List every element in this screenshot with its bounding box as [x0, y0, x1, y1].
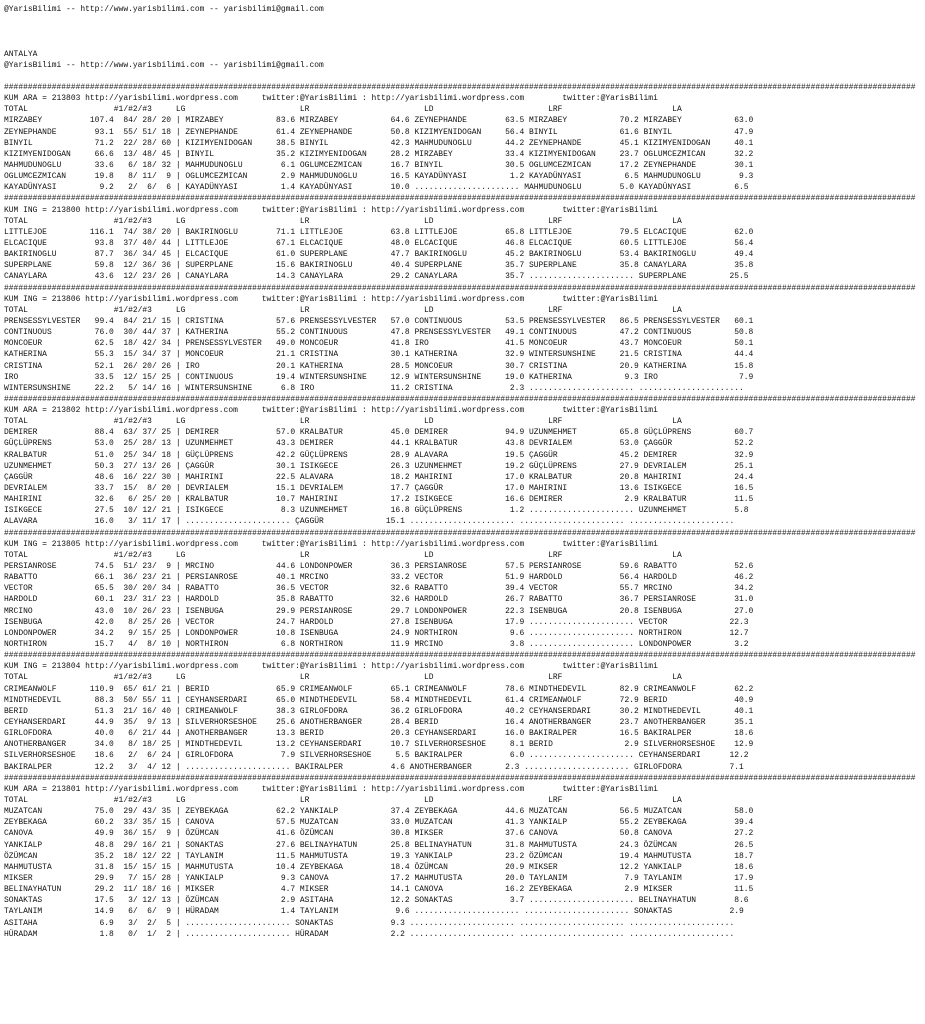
- race-header-line: KUM ING = 213805 http://yarisbilimi.wordpress.com twitter:@YarisBilimi : http://yarisbilimi.wordpress.com twitter:@YarisBilimi: [4, 539, 658, 549]
- race-header-line: KUM ING = 213806 http://yarisbilimi.wordpress.com twitter:@YarisBilimi : http://yarisbilimi.wordpress.com twitter:@YarisBilimi: [4, 294, 658, 304]
- horse-row: MRCINO 43.0 10/ 26/ 23 | ISENBUGA 29.9 PERSIANROSE 29.7 LONDONPOWER 22.3 ISENBUGA 20.8 ISENBUGA 27.0: [4, 606, 754, 616]
- horse-row: CEYHANSERDARI 44.9 35/ 9/ 13 | SILVERHORSESHOE 25.6 ANOTHERBANGER 28.4 BERID 16.4 ANOTHERBANGER 23.7 ANOTHERBANGER 35.1: [4, 718, 754, 727]
- horse-row: MINDTHEDEVIL 88.3 50/ 55/ 11 | CEYHANSERDARI 65.0 MINDTHEDEVIL 58.4 MINDTHEDEVIL 61.4 CRIMEANWOLF 72.9 BERID 40.9: [4, 695, 754, 705]
- separator-line: ###############################################################################################################################################################################################: [4, 82, 916, 92]
- horse-row: PRENSESSYLVESTER 99.4 84/ 21/ 15 | CRISTINA 57.6 PRENSESSYLVESTER 57.0 CONTINUOUS 53.5 PRENSESSYLVESTER 86.5 PRENSESSYLVESTER 60.1: [4, 316, 754, 326]
- column-header-line: TOTAL #1/#2/#3 LG LR LD LRF LA: [4, 216, 682, 226]
- race-header-line: KUM ING = 213804 http://yarisbilimi.wordpress.com twitter:@YarisBilimi : http://yarisbilimi.wordpress.com twitter:@YarisBilimi: [4, 662, 658, 672]
- separator-line: ###############################################################################################################################################################################################: [4, 773, 916, 783]
- horse-row: PERSIANROSE 74.5 51/ 23/ 9 | MRCINO 44.6 LONDONPOWER 36.3 PERSIANROSE 57.5 PERSIANROSE 59.6 RABATTO 52.6: [4, 562, 754, 572]
- horse-row: DEVRIALEM 33.7 15/ 8/ 20 | DEVRIALEM 15.1 DEVRIALEM 17.7 ÇAGGÜR 17.0 MAHIRINI 13.6 ISIKGECE 16.5: [4, 484, 754, 494]
- horse-row: UZUNMEHMET 50.3 27/ 13/ 26 | ÇAGGÜR 30.1 ISIKGECE 26.3 UZUNMEHMET 19.2 GÜÇLÜPRENS 27.9 DEVRIALEM 25.1: [4, 461, 754, 471]
- track-name: ANTALYA: [4, 49, 38, 59]
- blank-line: [4, 15, 925, 26]
- horse-row: BELINAYHATUN 29.2 11/ 18/ 16 | MIKSER 4.7 MIKSER 14.1 CANOVA 16.2 ZEYBEKAGA 2.9 MIKSER 11.5: [4, 885, 754, 895]
- horse-row: BAKIRALPER 12.2 3/ 4/ 12 | ...................... BAKIRALPER 4.6 ANOTHERBANGER 2.3 ...................... GIRLOFDORA 7.1: [4, 762, 744, 772]
- horse-row: TAYLANIM 14.9 6/ 6/ 9 | HÜRADAM 1.4 TAYLANIM 9.6 ...................... ...................... SONAKTAS 2.9: [4, 907, 744, 917]
- site-credit-line: @YarisBilimi -- http://www.yarisbilimi.com -- yarisbilimi@gmail.com: [4, 5, 324, 14]
- race-header-line: KUM ING = 213800 http://yarisbilimi.wordpress.com twitter:@YarisBilimi : http://yarisbilimi.wordpress.com twitter:@YarisBilimi: [4, 205, 658, 215]
- column-header-line: TOTAL #1/#2/#3 LG LR LD LRF LA: [4, 305, 682, 315]
- horse-row: VECTOR 65.5 30/ 20/ 34 | RABATTO 36.5 VECTOR 32.6 RABATTO 39.4 VECTOR 55.7 MRCINO 34.2: [4, 584, 754, 594]
- blank-line: [4, 37, 925, 48]
- separator-line: ###############################################################################################################################################################################################: [4, 283, 916, 293]
- blank-line: [4, 71, 925, 82]
- horse-row: OGLUMCEZMICAN 19.8 8/ 11/ 9 | OGLUMCEZMICAN 2.9 MAHMUDUNOGLU 16.5 KAYADÜNYASI 1.2 KAYADÜNYASI 6.5 MAHMUDUNOGLU 9.3: [4, 172, 754, 182]
- horse-row: ISIKGECE 27.5 10/ 12/ 21 | ISIKGECE 8.3 UZUNMEHMET 16.8 GÜÇLÜPRENS 1.2 ...................... UZUNMEHMET 5.8: [4, 506, 749, 516]
- race-header-line: KUM ARA = 213803 http://yarisbilimi.wordpress.com twitter:@YarisBilimi : http://yarisbilimi.wordpress.com twitter:@YarisBilimi: [4, 94, 658, 104]
- horse-row: HARDOLD 60.1 23/ 31/ 23 | HARDOLD 35.8 RABATTO 32.6 HARDOLD 26.7 RABATTO 36.7 PERSIANROSE 31.0: [4, 595, 754, 605]
- horse-row: ÇAGGÜR 48.6 16/ 22/ 30 | MAHIRINI 22.5 ALAVARA 18.2 MAHIRINI 17.0 KRALBATUR 20.8 MAHIRINI 24.4: [4, 472, 754, 482]
- horse-row: MUZATCAN 75.0 29/ 43/ 35 | ZEYBEKAGA 62.2 YANKIALP 37.4 ZEYBEKAGA 44.6 MUZATCAN 56.5 MUZATCAN 58.0: [4, 807, 754, 817]
- horse-row: DEMIRER 88.4 63/ 37/ 25 | DEMIRER 57.0 KRALBATUR 45.0 DEMIRER 94.9 UZUNMEHMET 65.8 GÜÇLÜPRENS 60.7: [4, 428, 754, 438]
- horse-row: MONCOEUR 62.5 18/ 42/ 34 | PRENSESSYLVESTER 49.0 MONCOEUR 41.8 IRO 41.5 MONCOEUR 43.7 MONCOEUR 50.1: [4, 339, 754, 349]
- horse-row: BERID 51.3 21/ 16/ 40 | CRIMEANWOLF 38.3 GIRLOFDORA 36.2 GIRLOFDORA 40.2 CEYHANSERDARI 30.2 MINDTHEDEVIL 40.1: [4, 706, 754, 716]
- horse-row: ZEYBEKAGA 60.2 33/ 35/ 15 | CANOVA 57.5 MUZATCAN 33.0 MUZATCAN 41.3 YANKIALP 55.2 ZEYBEKAGA 39.4: [4, 818, 754, 828]
- horse-row: BINYIL 71.2 22/ 28/ 60 | KIZIMYENIDOGAN 38.5 BINYIL 42.3 MAHMUDUNOGLU 44.2 ZEYNEPHANDE 45.1 KIZIMYENIDOGAN 40.1: [4, 138, 754, 148]
- separator-line: ###############################################################################################################################################################################################: [4, 394, 916, 404]
- horse-row: ANOTHERBANGER 34.0 8/ 18/ 25 | MINDTHEDEVIL 13.2 CEYHANSERDARI 10.7 SILVERHORSESHOE 8.1 BERID 2.9 SILVERHORSESHOE 12.9: [4, 740, 754, 750]
- separator-line: ###############################################################################################################################################################################################: [4, 194, 916, 204]
- horse-row: KRALBATUR 51.0 25/ 34/ 18 | GÜÇLÜPRENS 42.2 GÜÇLÜPRENS 28.9 ALAVARA 19.5 ÇAGGÜR 45.2 DEMIRER 32.9: [4, 450, 754, 460]
- horse-row: CRISTINA 52.1 26/ 20/ 26 | IRO 20.1 KATHERINA 28.5 MONCOEUR 30.7 CRISTINA 20.9 KATHERINA 15.8: [4, 361, 754, 371]
- race-header-line: KUM ARA = 213801 http://yarisbilimi.wordpress.com twitter:@YarisBilimi : http://yarisbilimi.wordpress.com twitter:@YarisBilimi: [4, 784, 658, 794]
- horse-row: SILVERHORSESHOE 18.6 2/ 6/ 24 | GIRLOFDORA 7.9 SILVERHORSESHOE 5.5 BAKIRALPER 6.0 ...................... CEYHANSERDARI 12.2: [4, 751, 749, 761]
- horse-row: CRIMEANWOLF 110.9 65/ 61/ 21 | BERID 65.9 CRIMEANWOLF 65.1 CRIMEANWOLF 78.6 MINDTHEDEVIL 82.9 CRIMEANWOLF 62.2: [4, 684, 754, 694]
- horse-row: GIRLOFDORA 40.0 6/ 21/ 44 | ANOTHERBANGER 13.3 BERID 20.3 CEYHANSERDARI 16.0 BAKIRALPER 16.5 BAKIRALPER 18.6: [4, 729, 754, 739]
- race-header-line: KUM ARA = 213802 http://yarisbilimi.wordpress.com twitter:@YarisBilimi : http://yarisbilimi.wordpress.com twitter:@YarisBilimi: [4, 406, 658, 416]
- column-header-line: TOTAL #1/#2/#3 LG LR LD LRF LA: [4, 105, 682, 115]
- column-header-line: TOTAL #1/#2/#3 LG LR LD LRF LA: [4, 795, 682, 805]
- horse-row: ZEYNEPHANDE 93.1 55/ 51/ 18 | ZEYNEPHANDE 61.4 ZEYNEPHANDE 50.8 KIZIMYENIDOGAN 56.4 BINYIL 61.6 BINYIL 47.9: [4, 127, 754, 137]
- horse-row: MAHMUTUSTA 31.8 15/ 15/ 15 | MAHMUTUSTA 10.4 ZEYBEKAGA 18.4 ÖZÜMCAN 20.9 MIKSER 12.2 YANKIALP 18.6: [4, 862, 754, 872]
- horse-row: IRO 33.5 12/ 15/ 25 | CONTINUOUS 19.4 WINTERSUNSHINE 12.9 WINTERSUNSHINE 19.0 KATHERINA 9.3 IRO 7.9: [4, 372, 754, 382]
- race-report-document: [4, 4, 925, 1024]
- horse-row: ALAVARA 16.0 3/ 11/ 17 | ...................... ÇAGGÜR 15.1 ...................... ...................... ......................: [4, 517, 735, 527]
- horse-row: RABATTO 66.1 36/ 23/ 21 | PERSIANROSE 40.1 MRCINO 33.2 VECTOR 51.9 HARDOLD 56.4 HARDOLD 46.2: [4, 573, 754, 583]
- horse-row: YANKIALP 48.8 29/ 16/ 21 | SONAKTAS 27.6 BELINAYHATUN 25.8 BELINAYHATUN 31.8 MAHMUTUSTA 24.3 ÖZÜMCAN 26.5: [4, 840, 754, 850]
- separator-line: ###############################################################################################################################################################################################: [4, 528, 916, 538]
- separator-line: ###############################################################################################################################################################################################: [4, 651, 916, 661]
- blank-line: [4, 26, 925, 37]
- column-header-line: TOTAL #1/#2/#3 LG LR LD LRF LA: [4, 673, 682, 683]
- horse-row: MIRZABEY 107.4 84/ 28/ 20 | MIRZABEY 83.6 MIRZABEY 64.6 ZEYNEPHANDE 63.5 MIRZABEY 70.2 MIRZABEY 63.0: [4, 116, 754, 126]
- horse-row: MAHMUDUNOGLU 33.6 6/ 18/ 32 | MAHMUDUNOGLU 6.1 OGLUMCEZMICAN 16.7 BINYIL 30.5 OGLUMCEZMICAN 17.2 ZEYNEPHANDE 30.1: [4, 160, 754, 170]
- horse-row: NORTHIRON 15.7 4/ 8/ 10 | NORTHIRON 6.8 NORTHIRON 11.9 MRCINO 3.8 ...................... LONDONPOWER 3.2: [4, 640, 749, 650]
- column-header-line: TOTAL #1/#2/#3 LG LR LD LRF LA: [4, 550, 682, 560]
- horse-row: ÖZÜMCAN 35.2 18/ 12/ 22 | TAYLANIM 11.5 MAHMUTUSTA 19.3 YANKIALP 23.2 ÖZÜMCAN 19.4 MAHMUTUSTA 18.7: [4, 851, 754, 861]
- horse-row: CANAYLARA 43.6 12/ 23/ 26 | CANAYLARA 14.3 CANAYLARA 29.2 CANAYLARA 35.7 ...................... SUPERPLANE 25.5: [4, 272, 749, 282]
- horse-row: BAKIRINOGLU 87.7 36/ 34/ 45 | ELCACIQUE 61.0 SUPERPLANE 47.7 BAKIRINOGLU 45.2 BAKIRINOGLU 53.4 BAKIRINOGLU 49.4: [4, 250, 754, 260]
- horse-row: ISENBUGA 42.0 8/ 25/ 26 | VECTOR 24.7 HARDOLD 27.8 ISENBUGA 17.9 ...................... VECTOR 22.3: [4, 617, 749, 627]
- site-credit-line: @YarisBilimi -- http://www.yarisbilimi.com -- yarisbilimi@gmail.com: [4, 60, 324, 70]
- horse-row: HÜRADAM 1.8 0/ 1/ 2 | ...................... HÜRADAM 2.2 ...................... ...................... ......................: [4, 929, 735, 939]
- horse-row: KAYADÜNYASI 9.2 2/ 6/ 6 | KAYADÜNYASI 1.4 KAYADÜNYASI 10.0 ...................... MAHMUDUNOGLU 5.0 KAYADÜNYASI 6.5: [4, 183, 749, 193]
- horse-row: MAHIRINI 32.6 6/ 25/ 20 | KRALBATUR 10.7 MAHIRINI 17.2 ISIKGECE 16.6 DEMIRER 2.9 KRALBATUR 11.5: [4, 495, 754, 505]
- horse-row: SONAKTAS 17.5 3/ 12/ 13 | ÖZÜMCAN 2.9 ASITAHA 12.2 SONAKTAS 3.7 ...................... BELINAYHATUN 8.6: [4, 896, 749, 906]
- horse-row: SUPERPLANE 59.8 12/ 36/ 36 | SUPERPLANE 15.6 BAKIRINOGLU 40.4 SUPERPLANE 35.7 SUPERPLANE 35.8 CANAYLARA 35.8: [4, 261, 754, 271]
- horse-row: MIKSER 29.9 7/ 15/ 28 | YANKIALP 9.3 CANOVA 17.2 MAHMUTUSTA 20.0 TAYLANIM 7.9 TAYLANIM 17.9: [4, 873, 754, 883]
- column-header-line: TOTAL #1/#2/#3 LG LR LD LRF LA: [4, 417, 682, 427]
- horse-row: CANOVA 49.9 36/ 15/ 9 | ÖZÜMCAN 41.6 ÖZÜMCAN 30.8 MIKSER 37.6 CANOVA 50.8 CANOVA 27.2: [4, 829, 754, 839]
- horse-row: ELCACIQUE 93.8 37/ 40/ 44 | LITTLEJOE 67.1 ELCACIQUE 48.0 ELCACIQUE 46.8 ELCACIQUE 60.5 LITTLEJOE 56.4: [4, 238, 754, 248]
- horse-row: ASITAHA 6.9 3/ 2/ 5 | ...................... SONAKTAS 9.3 ...................... ...................... ......................: [4, 918, 735, 928]
- horse-row: CONTINUOUS 76.0 30/ 44/ 37 | KATHERINA 55.2 CONTINUOUS 47.8 PRENSESSYLVESTER 49.1 CONTINUOUS 47.2 CONTINUOUS 50.8: [4, 328, 754, 338]
- horse-row: WINTERSUNSHINE 22.2 5/ 14/ 16 | WINTERSUNSHINE 6.8 IRO 11.2 CRISTINA 2.3 ...................... ......................: [4, 383, 744, 393]
- horse-row: GÜÇLÜPRENS 53.0 25/ 28/ 13 | UZUNMEHMET 43.3 DEMIRER 44.1 KRALBATUR 43.8 DEVRIALEM 53.0 ÇAGGÜR 52.2: [4, 439, 754, 449]
- horse-row: KATHERINA 55.3 15/ 34/ 37 | MONCOEUR 21.1 CRISTINA 30.1 KATHERINA 32.9 WINTERSUNSHINE 21.5 CRISTINA 44.4: [4, 350, 754, 360]
- horse-row: LITTLEJOE 116.1 74/ 38/ 20 | BAKIRINOGLU 71.1 LITTLEJOE 63.8 LITTLEJOE 65.8 LITTLEJOE 79.5 ELCACIQUE 62.0: [4, 227, 754, 237]
- horse-row: LONDONPOWER 34.2 9/ 15/ 25 | LONDONPOWER 10.8 ISENBUGA 24.9 NORTHIRON 9.6 ...................... NORTHIRON 12.7: [4, 628, 749, 638]
- horse-row: KIZIMYENIDOGAN 66.6 13/ 48/ 45 | BINYIL 35.2 KIZIMYENIDOGAN 28.2 MIRZABEY 33.4 KIZIMYENIDOGAN 23.7 OGLUMCEZMICAN 32.2: [4, 149, 754, 159]
